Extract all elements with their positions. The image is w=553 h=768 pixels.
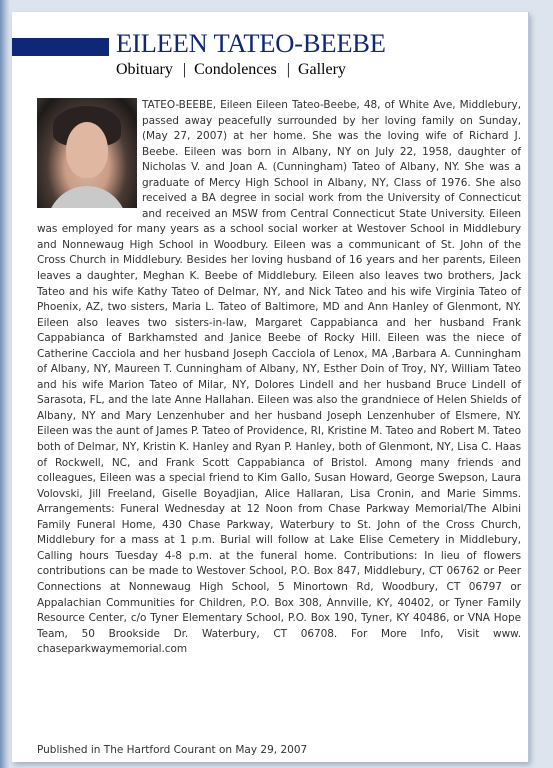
photo-float-spacer [37,98,142,209]
nav-link-obituary[interactable]: Obituary [116,61,173,78]
nav-link-gallery[interactable]: Gallery [297,61,346,78]
nav-separator: | [182,61,187,78]
obituary-card [12,12,529,762]
published-line: Published in The Hartford Courant on May 29, 2007 [37,744,308,756]
nav-link-condolences[interactable]: Condolences [194,61,277,78]
title-accent-bar [12,38,109,56]
obituary-text: TATEO-BEEBE, Eileen Eileen Tateo-Beebe, 48, of White Ave, Middlebury, passed away peacefully surrounded by her loving family on Sunday, (May 27, 2007) at her home. She was the loving wife of Richard J. Beebe. Eileen was born in Albany, NY on July 22, 1958, daughter of Nicholas V. and Joan A. (Cunningham) Tateo of Albany, NY. She was a graduate of Mercy High School in Albany, NY, Class of 1976. She also received a BA degree in social work from the University of Connecticut and received an MSW from Central Connecticut State University. Eileen was employed for many years as a school social worker at Westover School in Middlebury and Nonnewaug High School in Woodbury. Eileen was a communicant of St. John of the Cross Church in Middlebury. Besides her loving husband of 16 years and her parents, Eileen leaves a daughter, Meghan K. Beebe of Middlebury. Eileen also leaves two brothers, Jack Tateo and his wife Kathy Tateo of Delmar, NY, and Nick Tateo and his wife Virginia Tateo of Phoenix, AZ, two sisters, Maria L. Tateo of Baltimore, MD and Ann Hanley of Glenmont, NY. Eileen also leaves two sisters-in-law, Margaret Cappabianca and her husband Frank Cappabianca of Barkhamsted and Janice Beebe of Rocky Hill. Eileen was the niece of Catherine Cacciola and her husband Joseph Cacciola of Lenox, MA ,Barbara A. Cunningham of Albany, NY, Maureen T. Cunningham of Albany, NY, Esther Doin of Troy, NY, William Tateo and his wife Marion Tateo of Milar, NY, Dolores Lindell and her husband Bruce Lindell of Sarasota, FL, and the late Anne Hallahan. Eileen was also the grandniece of Helen Shields of Albany, NY and Mary Lenzenhuber and her husband Joseph Lenzenhuber of Elsmere, NY. Eileen was the aunt of James P. Tateo of Providence, RI, Kristine M. Tateo and Robert M. Tateo both of Delmar, NY, Kristin K. Hanley and Ryan P. Hanley, both of Glenmont, NY, Lisa C. Haas of Rockwell, NC, and Frank Scott Cappabianca of Bristol. Among many friends and colleagues, Eileen was a special friend to Kim Gallo, Susan Howard, George Swepson, Laura Volovski, Jill Freeland, Giselle Boyadjian, Alice Hallaran, Lisa Cronin, and Marie Simms. Arrangements: Funeral Wednesday at 12 Noon from Chase Parkway Memorial/The Albini Family Funeral Home, 430 Chase Parkway, Waterbury to St. John of the Cross Church, Middlebury for a mass at 1 p.m. Burial will follow at Lake Elise Cemetery in Middlebury, Calling hours Tuesday 4-8 p.m. at the funeral home. Contributions: In lieu of flowers contributions can be made to Westover School, P.O. Box 847, Middlebury, CT 06762 or Peer Connections at Nonnewaug High School, 5 Minortown Rd, Woodbury, CT 06797 or Appalachian Communities for Children, P.O. Box 308, Annville, KY, 40402, or Tyner Family Resource Center, c/o Tyner Elementary School, P.O. Box 190, Tyner, KY 40486, or VNA Hope Team, 50 Brookside Dr. Waterbury, CT 06708. For More Info, Visit www. chaseparkwaymemorial.com [37,99,521,656]
obituary-body [37,98,521,658]
obituary-nav [116,60,346,80]
nav-separator: | [286,61,290,78]
page-title: EILEEN TATEO-BEEBE [116,28,386,58]
